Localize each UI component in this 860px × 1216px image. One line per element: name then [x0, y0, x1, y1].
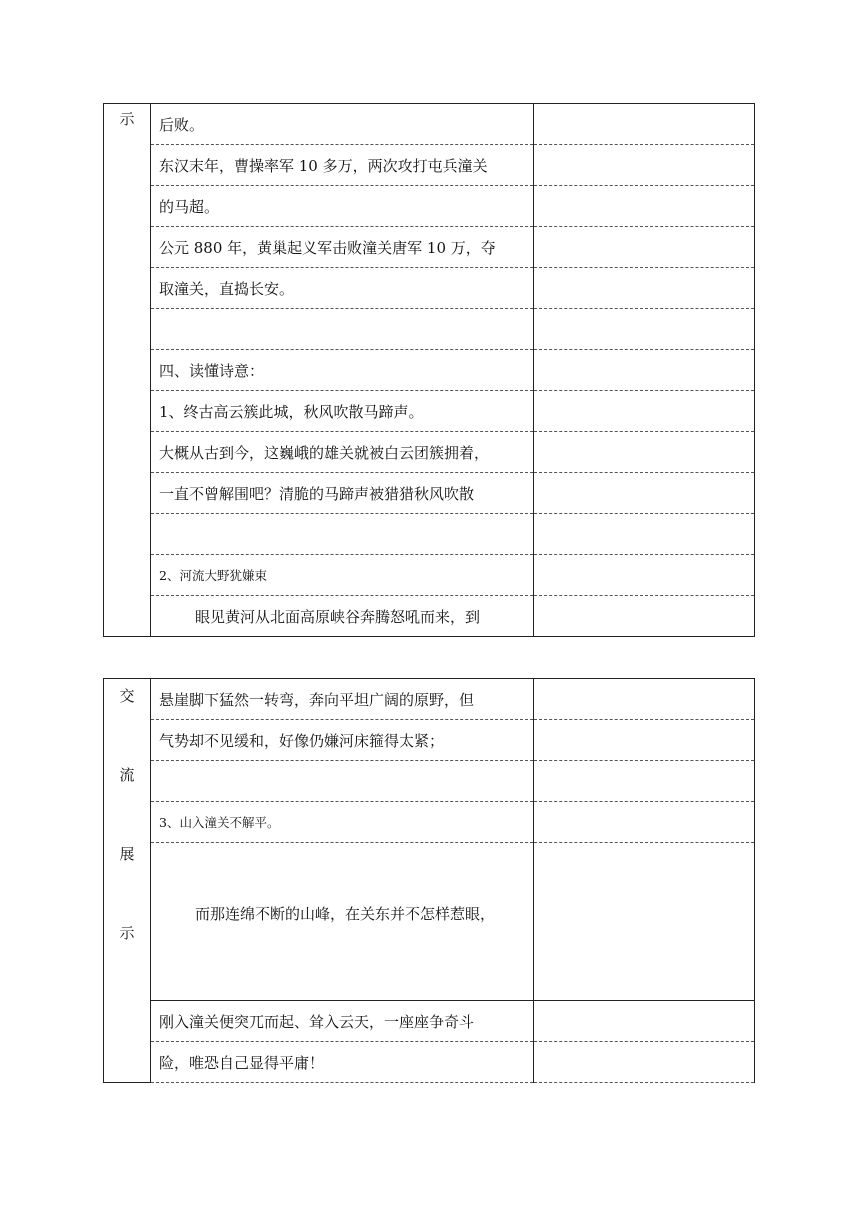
- notes-cell: [534, 268, 755, 309]
- notes-cell: [534, 555, 755, 596]
- text-row: [151, 309, 534, 350]
- side-label-stack: [104, 685, 150, 943]
- worksheet-table-1: [103, 103, 754, 638]
- notes-cell: [534, 432, 755, 473]
- text-row: 东汉末年，曹操率军 10 多万，两次攻打屯兵潼关: [151, 145, 534, 186]
- notes-cell: [534, 761, 755, 802]
- text-row: 后败。: [151, 104, 534, 145]
- text-row: 大概从古到今，这巍峨的雄关就被白云团簇拥着，: [151, 432, 534, 473]
- notes-cell: [534, 514, 755, 555]
- notes-cell: [534, 350, 755, 391]
- side-label-cell-empty: [104, 1001, 151, 1083]
- side-label-cell: [104, 104, 151, 637]
- notes-cell: [534, 1001, 755, 1042]
- notes-cell: [534, 1042, 755, 1083]
- notes-cell: [534, 802, 755, 843]
- notes-cell: [534, 596, 755, 637]
- side-label: 示: [119, 924, 135, 942]
- text-row: [151, 514, 534, 555]
- text-row: [151, 761, 534, 802]
- notes-cell: [534, 391, 755, 432]
- text-row: 1、终古高云簇此城，秋风吹散马蹄声。: [151, 391, 534, 432]
- notes-cell: [534, 227, 755, 268]
- text-row: 四、读懂诗意：: [151, 350, 534, 391]
- text-row: 2、河流大野犹嫌束: [151, 555, 534, 596]
- text-row: 气势却不见缓和，好像仍嫌河床箍得太紧；: [151, 720, 534, 761]
- table-2-grid: [103, 678, 755, 1083]
- notes-cell: [534, 843, 755, 1001]
- text-row: 一直不曾解围吧？清脆的马蹄声被猎猎秋风吹散: [151, 473, 534, 514]
- notes-cell: [534, 309, 755, 350]
- notes-cell: [534, 679, 755, 720]
- notes-cell: [534, 145, 755, 186]
- text-row: 眼见黄河从北面高原峡谷奔腾怒吼而来，到: [151, 596, 534, 637]
- notes-cell: [534, 720, 755, 761]
- side-label-cell: [104, 679, 151, 1001]
- text-row: 而那连绵不断的山峰，在关东并不怎样惹眼，: [151, 843, 534, 1001]
- text-row: 的马超。: [151, 186, 534, 227]
- text-row: 刚入潼关便突兀而起、耸入云天，一座座争奇斗: [151, 1001, 534, 1042]
- side-label: 展: [119, 845, 135, 863]
- worksheet-table-2: [103, 678, 754, 1085]
- side-label: 示: [119, 110, 135, 128]
- notes-cell: [534, 186, 755, 227]
- text-row: 公元 880 年，黄巢起义军击败潼关唐军 10 万，夺: [151, 227, 534, 268]
- text-row: 险，唯恐自己显得平庸！: [151, 1042, 534, 1083]
- text-row: 悬崖脚下猛然一转弯，奔向平坦广阔的原野，但: [151, 679, 534, 720]
- text-row: 3、山入潼关不解平。: [151, 802, 534, 843]
- side-label: 交: [119, 687, 135, 705]
- text-row: 取潼关，直捣长安。: [151, 268, 534, 309]
- side-label: 流: [119, 766, 135, 784]
- notes-cell: [534, 104, 755, 145]
- notes-cell: [534, 473, 755, 514]
- table-1-grid: [103, 103, 755, 637]
